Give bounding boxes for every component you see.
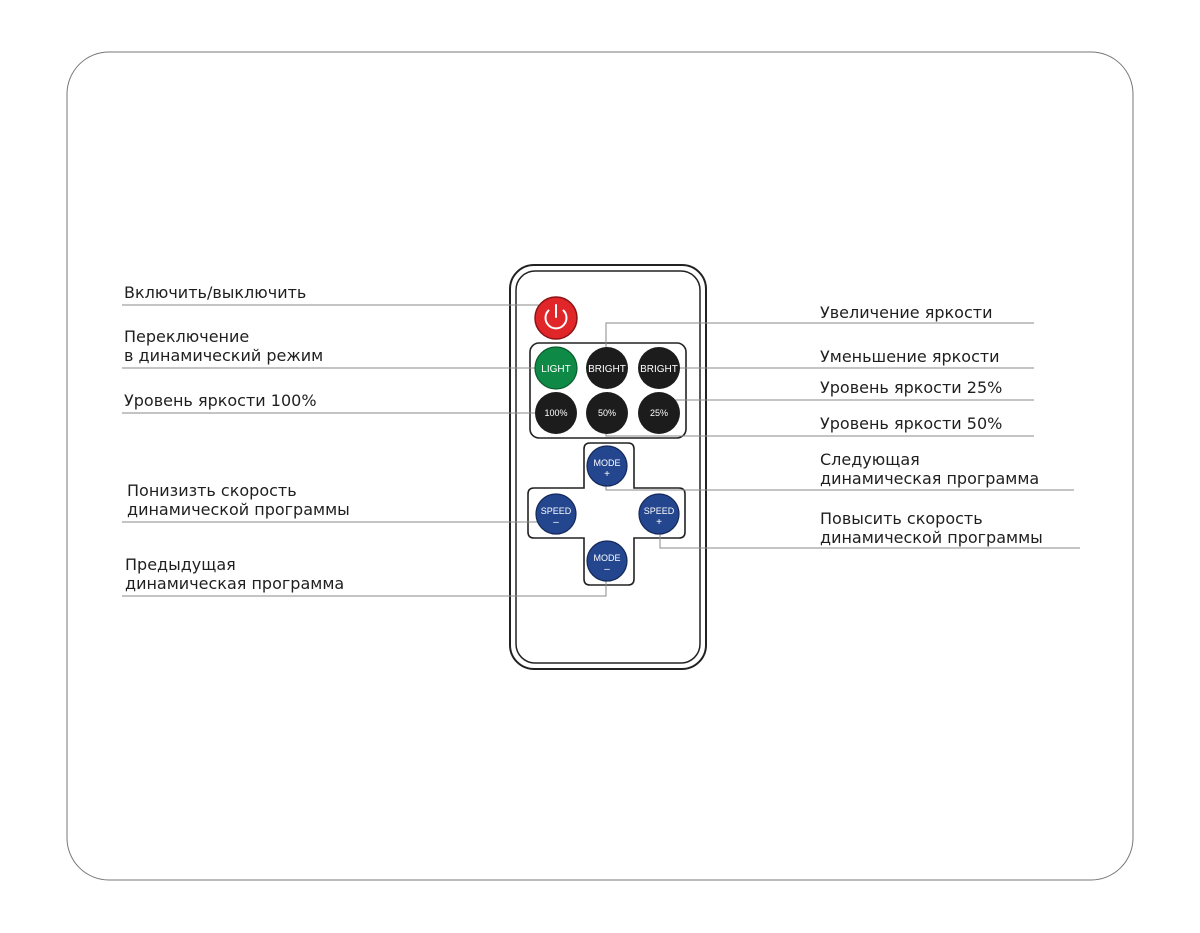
brightness-25-label: 25% xyxy=(649,408,669,418)
mode-minus-label: MODE xyxy=(593,553,621,563)
label-brightness-down: Уменьшение яркости xyxy=(820,347,1000,366)
label-dynamic-mode-line1: Переключение xyxy=(124,327,250,346)
mode-plus-label: MODE xyxy=(593,458,621,468)
mode-minus-sign: – xyxy=(604,564,610,575)
brightness-100-button[interactable] xyxy=(535,392,577,434)
label-brightness-100: Уровень яркости 100% xyxy=(124,391,317,410)
speed-plus-label: SPEED xyxy=(643,506,675,516)
label-dynamic-mode-line2: в динамический режим xyxy=(124,346,324,365)
label-power: Включить/выключить xyxy=(124,283,307,302)
brightness-50-label: 50% xyxy=(597,408,617,418)
label-next-program-line2: динамическая программа xyxy=(820,469,1040,488)
label-brightness-25: Уровень яркости 25% xyxy=(820,378,1003,397)
mode-minus-button[interactable] xyxy=(587,541,627,581)
bright-down-button[interactable] xyxy=(638,347,680,389)
label-next-program-line1: Следующая xyxy=(820,450,920,469)
speed-minus-label: SPEED xyxy=(540,506,572,516)
label-prev-program-line1: Предыдущая xyxy=(125,555,236,574)
leader-bright-up xyxy=(606,323,1034,350)
label-speed-up-line2: динамической программы xyxy=(820,528,1043,547)
light-button-label: LIGHT xyxy=(541,364,571,375)
leader-25 xyxy=(658,400,1034,405)
label-speed-down-line1: Понизизть скорость xyxy=(127,481,297,500)
brightness-50-button[interactable] xyxy=(586,392,628,434)
label-brightness-50: Уровень яркости 50% xyxy=(820,414,1003,433)
speed-minus-button[interactable] xyxy=(536,494,576,534)
bright-down-label: BRIGHT xyxy=(640,364,678,375)
label-speed-up-line1: Повысить скорость xyxy=(820,509,983,528)
bright-up-button[interactable] xyxy=(586,347,628,389)
brightness-100-label: 100% xyxy=(544,408,568,418)
light-button[interactable] xyxy=(535,347,577,389)
label-prev-program-line2: динамическая программа xyxy=(125,574,345,593)
label-brightness-up: Увеличение яркости xyxy=(820,303,993,322)
speed-minus-sign: – xyxy=(553,517,559,528)
speed-plus-sign: + xyxy=(656,517,662,528)
mode-plus-sign: + xyxy=(604,469,610,480)
speed-plus-button[interactable] xyxy=(639,494,679,534)
label-speed-down-line2: динамической программы xyxy=(127,500,350,519)
mode-plus-button[interactable] xyxy=(587,446,627,486)
power-button[interactable] xyxy=(535,297,577,339)
bright-up-label: BRIGHT xyxy=(588,364,626,375)
brightness-25-button[interactable] xyxy=(638,392,680,434)
